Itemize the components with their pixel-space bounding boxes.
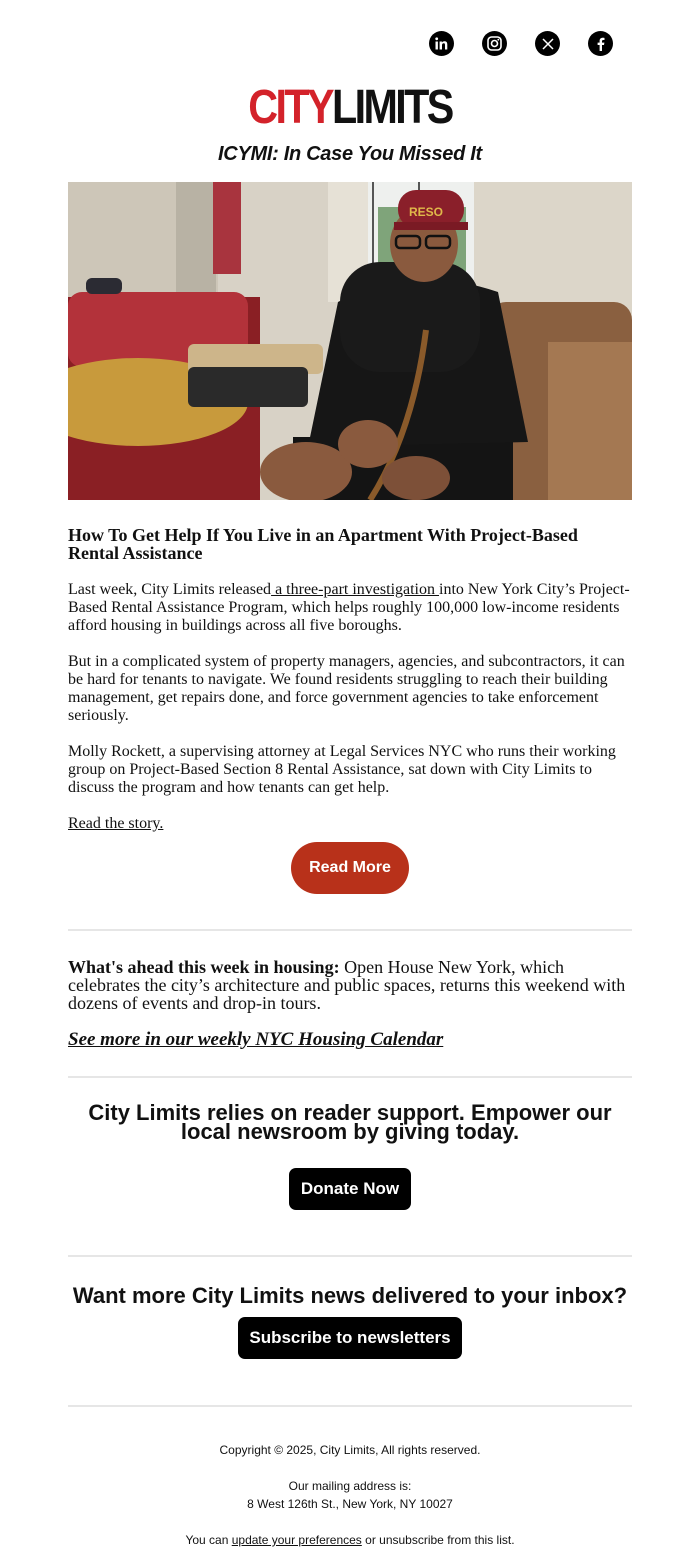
- newsletter-heading: Want more City Limits news delivered to your inbox?: [72, 1283, 628, 1308]
- article-paragraph-3: Molly Rockett, a supervising attorney at Legal Services NYC who runs their working group on Project-Based Section 8 Rental Assistance, sat down with City Limits to discuss the program and how tenants can get help.: [68, 743, 616, 796]
- read-more-button[interactable]: Read More: [291, 842, 409, 894]
- tagline: ICYMI: In Case You Missed It: [218, 143, 482, 165]
- copyright: Copyright © 2025, City Limits, All rights reserved.: [219, 1443, 481, 1457]
- whats-ahead-text: Open House New York, which celebrates the city’s architecture and public spaces, returns this weekend with dozens of events and drop-in tours.: [68, 957, 626, 1013]
- paragraph-text: Last week, City Limits released: [68, 581, 272, 598]
- housing-calendar-link[interactable]: See more in our weekly NYC Housing Calendar: [68, 1029, 444, 1050]
- whats-ahead: [68, 958, 632, 1012]
- city-limits-logo[interactable]: [49, 81, 651, 134]
- unsubscribe-text: or unsubscribe from this list.: [361, 1533, 515, 1547]
- logo-limits: LIMITS: [331, 81, 452, 134]
- svg-text:RESO: RESO: [409, 205, 444, 219]
- donate-now-button[interactable]: Donate Now: [289, 1168, 411, 1210]
- hero-image[interactable]: [68, 182, 632, 500]
- article-paragraph-1: [68, 581, 632, 635]
- preferences-line: [0, 1533, 700, 1547]
- x-icon[interactable]: [535, 31, 560, 56]
- social-links: [429, 31, 613, 56]
- linkedin-icon[interactable]: [429, 31, 454, 56]
- whats-ahead-lead: What's ahead this week in housing:: [68, 957, 340, 977]
- housing-calendar: [68, 1029, 632, 1051]
- support-message: City Limits relies on reader support. Empower our local newsroom by giving today.: [88, 1100, 612, 1144]
- facebook-icon[interactable]: [588, 31, 613, 56]
- preferences-text: You can: [185, 1533, 232, 1547]
- divider: [68, 1076, 632, 1078]
- article-headline: How To Get Help If You Live in an Apartment With Project-Based Rental Assistance: [68, 525, 578, 563]
- mailing-address: 8 West 126th St., New York, NY 10027: [247, 1497, 453, 1511]
- divider: [68, 929, 632, 931]
- article-paragraph-2: But in a complicated system of property managers, agencies, and subcontractors, it can be hard for tenants to navigate. We found residents struggling to reach their building management, get repairs done, and force government agencies to take enforcement seriously.: [68, 653, 625, 724]
- paragraph-text: into New York City’s Project-Based Rental Assistance Program, which helps roughly 100,000 low-income residents afford housing in buildings across all five boroughs.: [68, 581, 630, 634]
- divider: [68, 1405, 632, 1407]
- update-preferences-link[interactable]: update your preferences: [231, 1533, 362, 1547]
- instagram-icon[interactable]: [482, 31, 507, 56]
- investigation-link[interactable]: a three-part investigation: [271, 581, 439, 598]
- divider: [68, 1255, 632, 1257]
- subscribe-button[interactable]: Subscribe to newsletters: [238, 1317, 462, 1359]
- mailing-label: Our mailing address is:: [288, 1479, 412, 1493]
- logo-city: CITY: [248, 81, 332, 134]
- read-story-link[interactable]: Read the story.: [68, 815, 164, 832]
